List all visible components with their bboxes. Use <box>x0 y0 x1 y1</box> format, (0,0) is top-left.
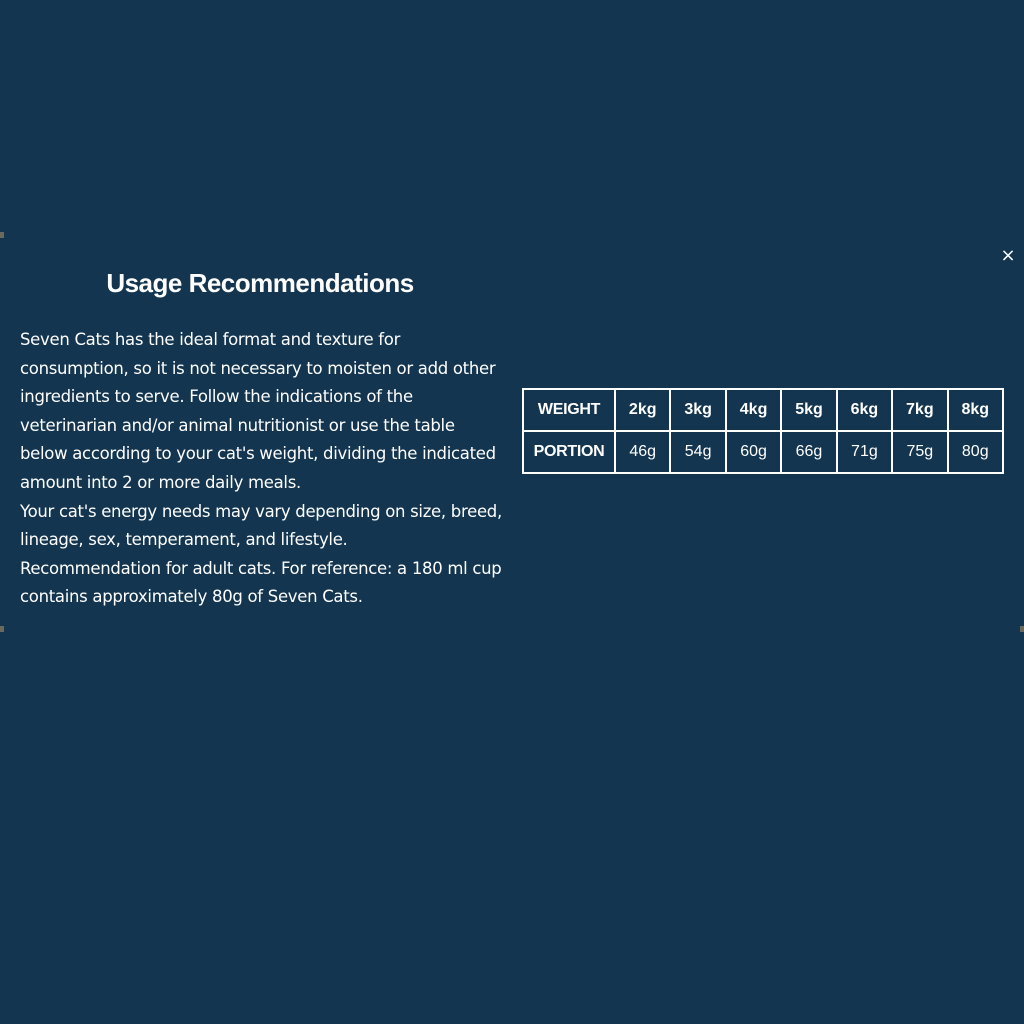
table-row-portion <box>523 431 1003 473</box>
portion-header: PORTION <box>523 431 615 473</box>
table-row-weight <box>523 389 1003 431</box>
weight-cell: 4kg <box>726 389 781 431</box>
dosage-table <box>522 388 1004 474</box>
close-button[interactable] <box>1000 245 1016 266</box>
weight-cell: 2kg <box>615 389 670 431</box>
modal-corner <box>0 232 4 238</box>
portion-cell: 75g <box>892 431 947 473</box>
portion-cell: 66g <box>781 431 836 473</box>
usage-paragraph: Recommendation for adult cats. For reference: a 180 ml cup contains approximately 80g of Seven Cats. <box>20 558 502 607</box>
portion-cell: 71g <box>837 431 892 473</box>
usage-paragraph: Your cat's energy needs may vary depending on size, breed, lineage, sex, temperament, and lifestyle. <box>20 501 502 550</box>
usage-paragraph: Seven Cats has the ideal format and texture for consumption, so it is not necessary to moisten or add other ingredients to serve. Follow the indications of the veterinarian and/or animal nutritionist or use the table below according to your cat's weight, dividing the indicated amount into 2 or more daily meals. <box>20 330 496 492</box>
portion-cell: 60g <box>726 431 781 473</box>
weight-header: WEIGHT <box>523 389 615 431</box>
modal-corner <box>0 626 4 632</box>
weight-cell: 5kg <box>781 389 836 431</box>
usage-recommendations-modal <box>0 232 1024 632</box>
weight-cell: 6kg <box>837 389 892 431</box>
modal-corner <box>1020 626 1024 632</box>
usage-description <box>20 326 506 612</box>
modal-title: Usage Recommendations <box>106 268 414 298</box>
weight-cell: 3kg <box>670 389 725 431</box>
weight-cell: 8kg <box>948 389 1003 431</box>
portion-cell: 46g <box>615 431 670 473</box>
weight-cell: 7kg <box>892 389 947 431</box>
portion-cell: 80g <box>948 431 1003 473</box>
portion-cell: 54g <box>670 431 725 473</box>
close-icon: × <box>1000 245 1016 266</box>
